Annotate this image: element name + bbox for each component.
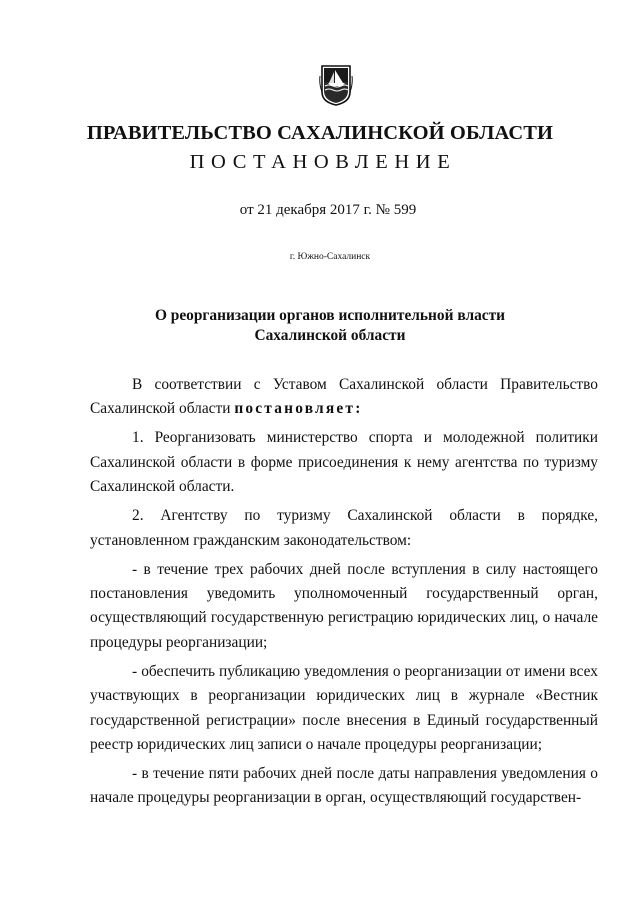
paragraph-1: 1. Реорганизовать министерство спорта и молодежной политики Сахалинской области в форме присоединения к нему агентства по туризму Сахалинской области. [90,429,598,496]
list-item-3: - в течение пяти рабочих дней после даты направления уведомления о начале процедуры реорганизации в орган, осуществляющий государствен- [90,765,598,807]
intro-paragraph [90,373,598,422]
coat-of-arms-icon [319,62,353,106]
subject-line-1: О реорганизации органов исполнительной власти [154,307,506,324]
paragraph-2: 2. Агентству по туризму Сахалинской области в порядке, установленном гражданским законодательством: [90,507,598,549]
list-item-2: - обеспечить публикацию уведомления о реорганизации от имени всех участвующих в реорганизации юридических лиц в журнале «Вестник государственной регистрации» после внесения в Единый государственный реестр юридических лиц записи о начале процедуры реорганизации; [90,662,598,754]
document-city: г. Южно-Сахалинск [289,252,371,262]
intro-text: В соответствии с Уставом Сахалинской области Правительство Сахалинской области [90,376,598,418]
list-item-1: - в течение трех рабочих дней после вступления в силу настоящего постановления уведомить уполномоченный государственный орган, осуществляющий государственную регистрацию юридических лиц, о начале процедуры реорганизации; [90,560,598,651]
subject-line-2: Сахалинской области [254,327,406,344]
document-body [90,373,598,815]
resolves-word: постановляет: [234,400,363,418]
document-date-number: от 21 декабря 2017 г. № 599 [239,202,417,218]
document-type: ПОСТАНОВЛЕНИЕ [189,151,457,173]
government-title: ПРАВИТЕЛЬСТВО САХАЛИНСКОЙ ОБЛАСТИ [86,122,554,144]
document-subject [0,306,640,346]
